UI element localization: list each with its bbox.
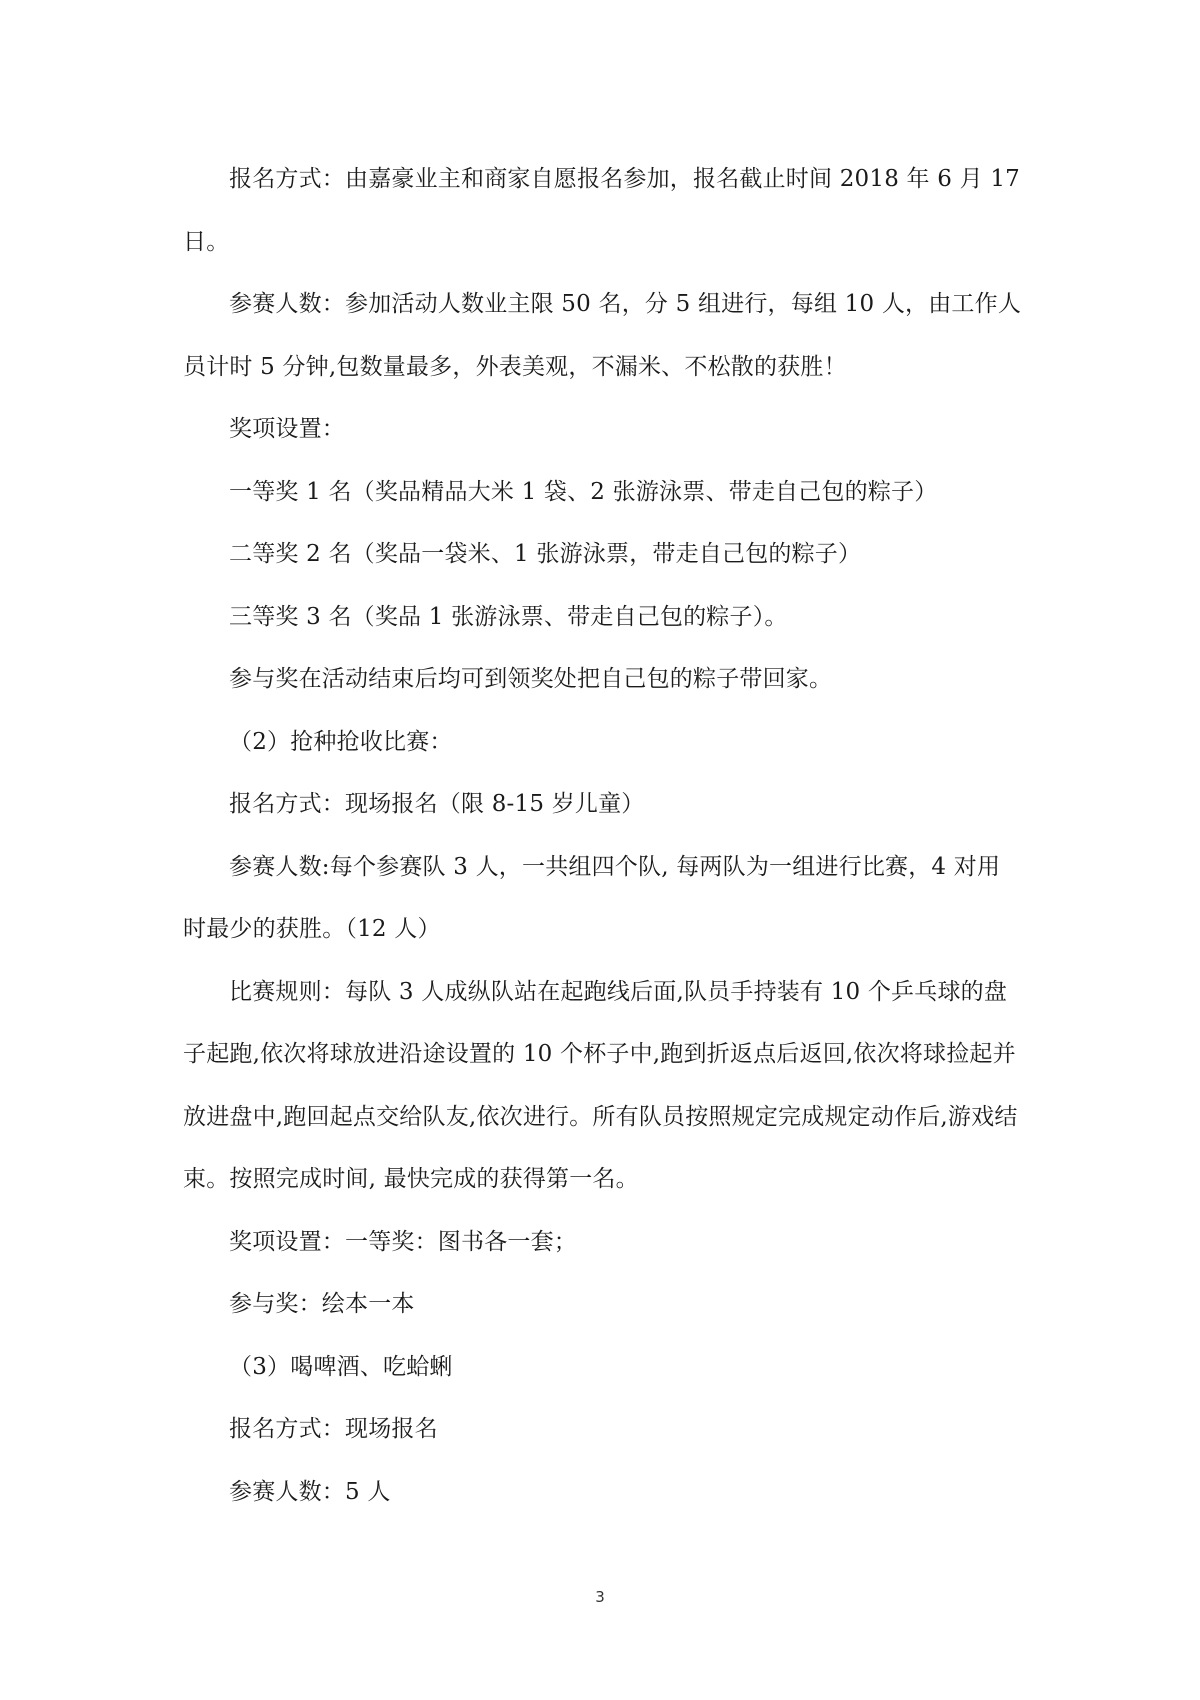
paragraph-race-participants: 参赛人数:每个参赛队 3 人，一共组四个队, 每两队为一组进行比赛，4 对用时最少的获胜。（12 人） <box>183 853 1001 942</box>
paragraph-beer-participants: 参赛人数：5 人 <box>229 1478 391 1505</box>
paragraph-beer-registration: 报名方式：现场报名 <box>229 1416 438 1442</box>
paragraph-race-awards: 奖项设置：一等奖：图书各一套； <box>229 1228 577 1255</box>
paragraph-third-prize: 三等奖 3 名（奖品 1 张游泳票、带走自己包的粽子）。 <box>229 603 788 630</box>
paragraph-first-prize: 一等奖 1 名（奖品精品大米 1 袋、2 张游泳票、带走自己包的粽子） <box>229 478 938 505</box>
paragraph-registration-method: 报名方式：由嘉豪业主和商家自愿报名参加，报名截止时间 2018 年 6 月 17 日。 <box>183 166 1020 255</box>
paragraph-participation-prize: 参与奖在活动结束后均可到领奖处把自己包的粽子带回家。 <box>229 666 833 692</box>
paragraph-race-participation-prize: 参与奖：绘本一本 <box>229 1291 415 1317</box>
section-heading-race: （2）抢种抢收比赛： <box>229 728 453 755</box>
paragraph-second-prize: 二等奖 2 名（奖品一袋米、1 张游泳票，带走自己包的粽子） <box>229 541 862 567</box>
paragraph-race-registration: 报名方式：现场报名（限 8-15 岁儿童） <box>229 791 645 817</box>
document-body <box>183 148 1023 1523</box>
page-number: 3 <box>595 1588 605 1606</box>
section-heading-beer-clams: （3）喝啤酒、吃蛤蜊 <box>229 1353 453 1380</box>
paragraph-award-setup: 奖项设置： <box>229 416 345 442</box>
paragraph-participant-count: 参赛人数：参加活动人数业主限 50 名，分 5 组进行，每组 10 人，由工作人员计时 5 分钟,包数量最多，外表美观，不漏米、不松散的获胜！ <box>183 291 1022 380</box>
paragraph-race-rules: 比赛规则：每队 3 人成纵队站在起跑线后面,队员手持装有 10 个乒乓球的盘子起跑,依次将球放进沿途设置的 10 个杯子中,跑到折返点后返回,依次将球捡起并放进盘中,跑回起点交给队友,依次进行。所有队员按照规定完成规定动作后,游戏结束。按照完成时间, 最快完成的获得第一名。 <box>183 978 1018 1192</box>
